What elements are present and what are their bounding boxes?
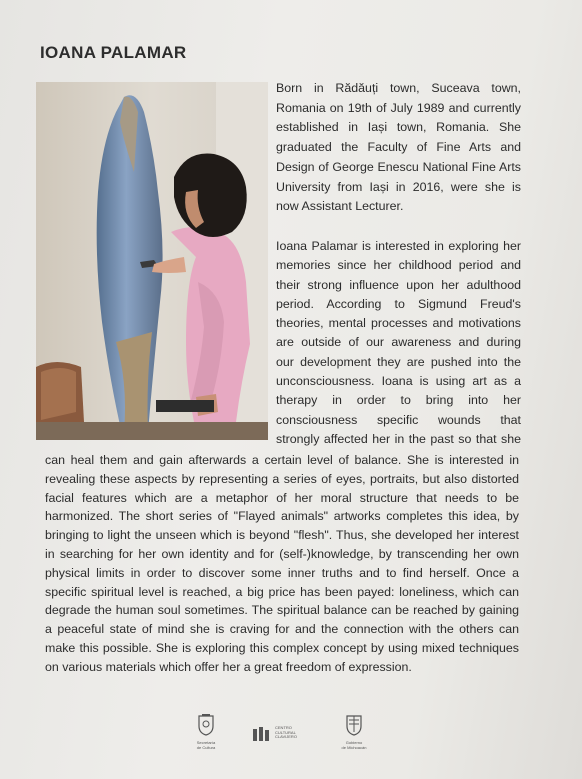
statement-line: can heal them and gain afterwards a certain level of balance. She is interested in (45, 453, 519, 467)
bio-line: Design of George Enescu National Fine Arts (276, 159, 521, 174)
statement-line: revealing these aspects by representing a series of eyes, portraits, but also distorted (45, 471, 519, 486)
statement-line: a peaceful state of mind she is craving for and the connection with the others can (45, 622, 519, 637)
bio-line: Born in Rădăuți town, Suceava town, (276, 81, 521, 95)
statement-line: harmonized. The short series of "Flayed animals" artworks completes this idea, by (45, 509, 519, 524)
logo-text: de Cultura (196, 744, 216, 750)
statement-line: bringing to light the unseen which is beyond "flesh". Thus, she developed her interest (45, 528, 519, 543)
biography-paragraph (276, 79, 521, 217)
statement-line: memories since her childhood period and (276, 258, 521, 273)
artist-photo (36, 82, 268, 440)
crest-icon (196, 712, 216, 736)
statement-line: on various materials which offer her a great freedom of expression. (45, 659, 412, 674)
sponsor-logo-secretaria (188, 712, 224, 750)
statement-line: physical limits in order to discover some inner truths and to find herself. Once a (45, 565, 519, 580)
statement-line: are outside of our awareness and during (276, 335, 521, 350)
statement-line: facial features which are a metaphor of her moral structure that needs to be (45, 490, 519, 505)
statement-line: in searching for her own identity and for (self-)knowledge, by transcending her own (45, 546, 519, 561)
statement-line: theories, mental processes and motivations (276, 316, 521, 331)
bio-line: established in Iași town, Romania. She (276, 120, 521, 135)
statement-line: unconsciousness. Ioana is using art as a (276, 374, 521, 389)
statement-line: specific spiritual level is reached, a big price has been payed: loneliness, which can (45, 584, 519, 599)
bio-line: Romania on 19th of July 1989 and currently (276, 100, 521, 115)
artist-photo-illustration (36, 82, 268, 440)
statement-line: our development they are pushed into the (276, 354, 521, 369)
bio-line: now Assistant Lecturer. (276, 199, 404, 214)
statement-line: consciousness specific wounds that (276, 412, 521, 427)
statement-line: Ioana Palamar is interested in exploring her (276, 239, 521, 253)
logo-text: CULTURAL (275, 729, 296, 735)
statement-line: make this possible. She is exploring this complex concept by using mixed techniques (45, 640, 519, 655)
logo-text: Secretaría (196, 740, 216, 745)
statement-line: therapy in order to bring into her (276, 393, 521, 408)
statement-line: period. According to Sigmund Freud's (276, 296, 521, 311)
statement-paragraph-narrow (276, 237, 521, 449)
logo-text: CLAVIJERO (275, 734, 297, 740)
statement-line: strongly affected her in the past so that she (276, 431, 521, 446)
logo-text: Gobierno (345, 740, 363, 745)
crest-icon (344, 712, 364, 736)
logo-text: de Michoacán (341, 744, 367, 750)
statement-line: degrade the human soul sometimes. The spiritual balance can be reached by gaining (45, 603, 519, 618)
sponsor-logo-gobierno (332, 712, 376, 750)
bio-line: graduated the Faculty of Fine Arts and (276, 140, 521, 155)
sponsor-logos (0, 712, 582, 772)
statement-paragraph-wide (45, 451, 519, 677)
artist-name: IOANA PALAMAR (40, 43, 187, 62)
bio-line: University from Iași in 2016, were she is (276, 179, 521, 194)
logo-text: CENTRO (275, 725, 292, 730)
statement-line: their strong influence upon her adulthood (276, 277, 521, 292)
ccc-logo-icon (252, 726, 272, 742)
sponsor-logo-clavijero (252, 726, 308, 742)
